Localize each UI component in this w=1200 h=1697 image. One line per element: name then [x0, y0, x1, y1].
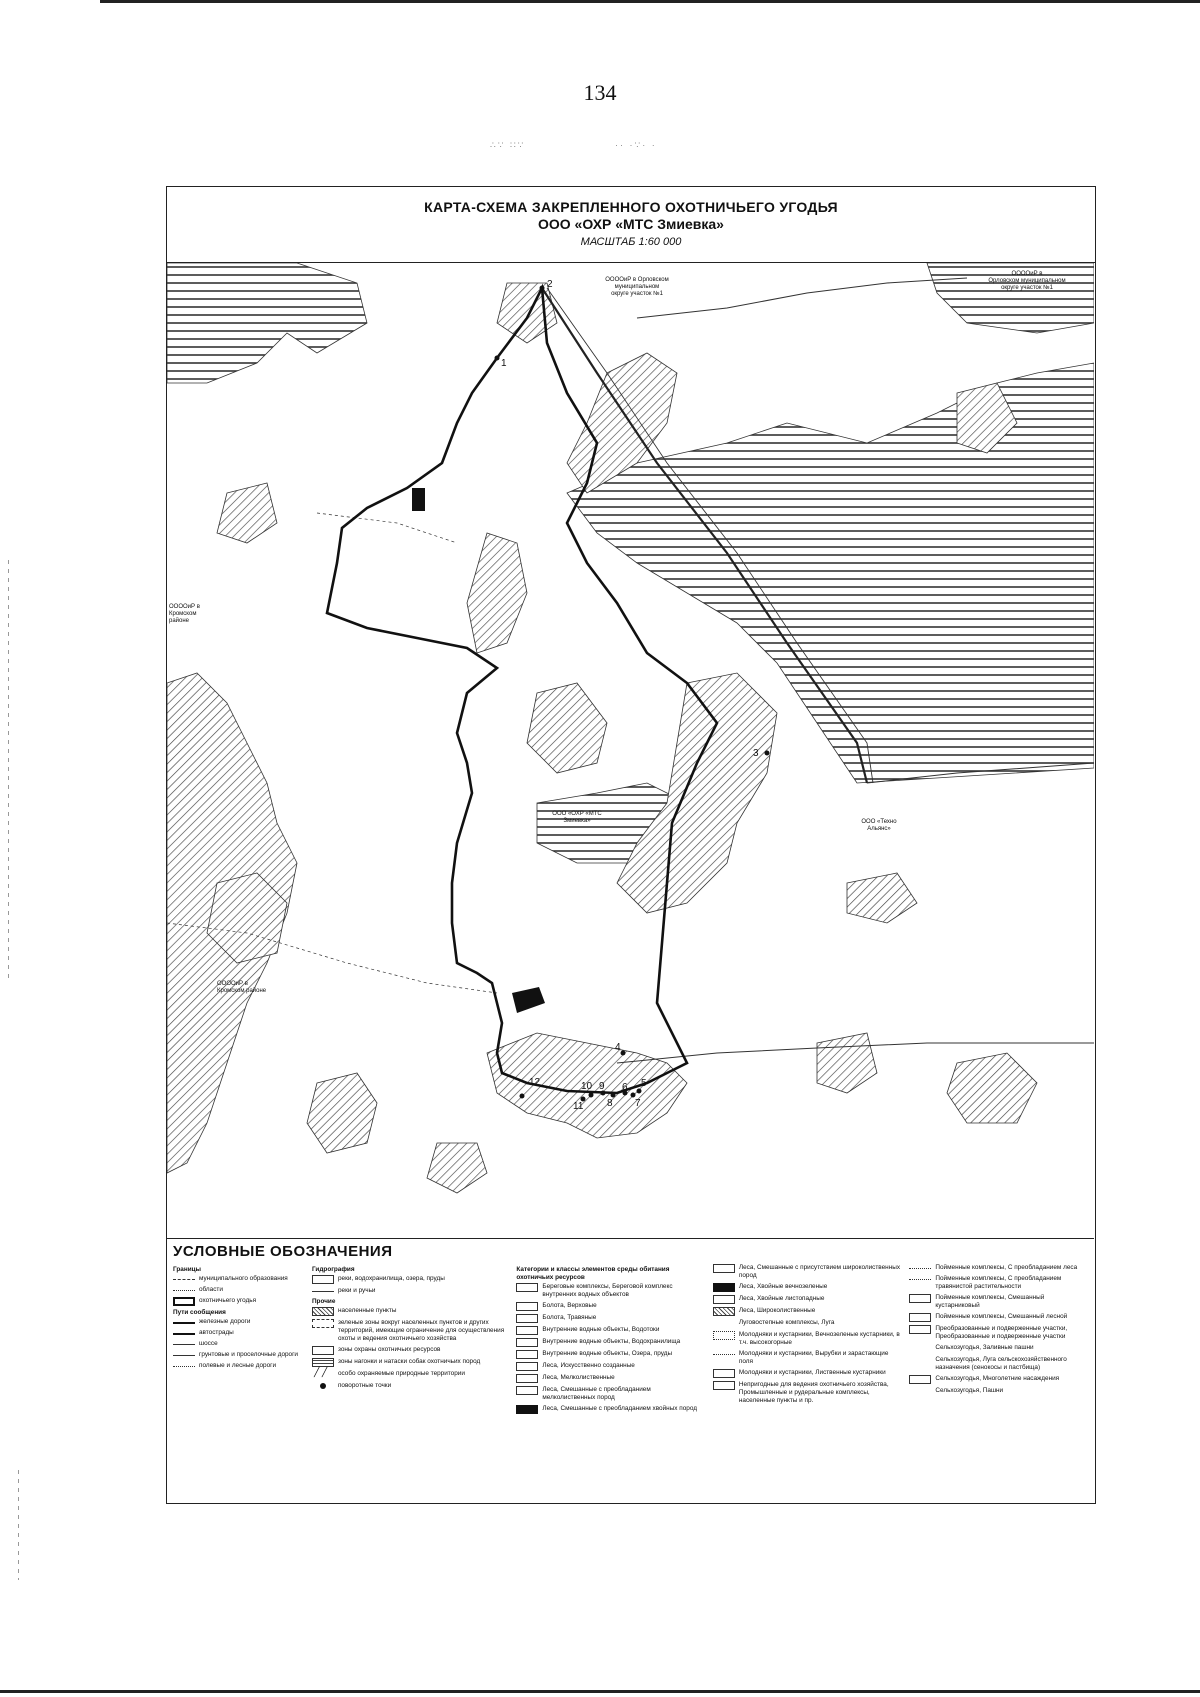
turning-point-marker — [540, 286, 545, 291]
turning-point-marker — [637, 1089, 642, 1094]
turning-point-12: 12 — [529, 1077, 541, 1088]
mixed-small-leaved-forest-icon — [516, 1386, 538, 1395]
forest-se-1 — [817, 1033, 877, 1093]
label-orel-district-1: муниципальном — [614, 284, 660, 290]
legend-item: Леса, Смешанные с преобладанием мелколиственных пород — [516, 1386, 705, 1402]
forest-north-small — [497, 283, 557, 343]
turning-point-8: 8 — [607, 1098, 613, 1109]
mixed-conifer-forest-icon — [516, 1405, 538, 1414]
green-zone-icon — [312, 1319, 334, 1328]
conifer-forest-north — [412, 488, 425, 511]
label-techno-alliance: Альянс» — [867, 826, 891, 832]
turning-point-11: 11 — [573, 1101, 584, 1112]
protected-area-icon — [312, 1370, 334, 1379]
label-center-owner: Змиевка» — [563, 818, 591, 824]
margin-scan-artifact — [18, 1470, 19, 1580]
label-krom-district-left: Кромском — [169, 611, 197, 617]
legend-item: Молодняки и кустарники, Вырубки и зарастающие поля — [713, 1350, 902, 1366]
legend-item: железные дороги — [173, 1318, 304, 1326]
legend-column-boundaries — [173, 1264, 304, 1417]
label-orel-district-1: округе участок №1 — [611, 291, 663, 297]
legend-item: Береговые комплексы, Береговой комплекс внутренних водных объектов — [516, 1283, 705, 1299]
map-scale: МАСШТАБ 1:60 000 — [580, 236, 682, 248]
map-frame — [166, 186, 1096, 1504]
legend-item: Пойменные комплексы, Смешанный лесной — [909, 1313, 1088, 1322]
label-orel-district-right: округе участок №1 — [1001, 285, 1053, 291]
floodplain-mixed-forest-icon — [909, 1313, 931, 1322]
forest-bottom-center — [427, 1143, 487, 1193]
legend-item: автострады — [173, 1329, 304, 1337]
legend-item: области — [173, 1286, 304, 1294]
legend-item: реки и ручьи — [312, 1287, 508, 1295]
turning-point-4: 4 — [615, 1042, 621, 1053]
protection-zone-icon — [312, 1346, 334, 1355]
transformed-area-icon — [909, 1325, 931, 1334]
legend-item: Болота, Травяные — [516, 1314, 705, 1323]
turning-point-marker — [611, 1093, 616, 1098]
dirt-road-icon — [173, 1355, 195, 1356]
label-center-owner: ООО «ОХР «МТС — [552, 811, 602, 817]
margin-scan-artifact — [8, 560, 9, 980]
coastal-complex-icon — [516, 1283, 538, 1292]
legend-item: зеленые зоны вокруг населенных пунктов и других территорий, имеющие ограничение для осуществления охоты и ведения охотничьего хозяйства — [312, 1319, 508, 1343]
map-area[interactable] — [167, 263, 1094, 1238]
turning-point-marker — [495, 356, 500, 361]
legend-heading: Категории и классы элементов среды обитания охотничьих ресурсов — [516, 1266, 670, 1281]
top-page-rule — [100, 0, 1200, 3]
legend-item: Внутренние водные объекты, Озера, пруды — [516, 1350, 705, 1359]
turning-point-marker — [621, 1051, 626, 1056]
legend-column-habitat-3 — [909, 1264, 1088, 1417]
legend-item: грунтовые и проселочные дороги — [173, 1351, 304, 1359]
legend-item: населенные пункты — [312, 1307, 508, 1316]
turning-point-marker — [765, 751, 770, 756]
turning-point-marker — [589, 1093, 594, 1098]
legend-item: Луговостепные комплексы, Луга — [713, 1319, 902, 1328]
legend-heading: Гидрография — [311, 1266, 355, 1273]
label-krom-district-bottom: ООООиР в — [217, 981, 248, 987]
unsuitable-land-icon — [713, 1381, 735, 1390]
railway-icon — [173, 1322, 195, 1324]
forest-sw-2 — [307, 1073, 377, 1153]
turning-point-7: 7 — [635, 1098, 641, 1109]
scan-smudge: ·· ·∵· · — [615, 140, 657, 150]
hatched-zone-northwest — [167, 263, 367, 383]
flooded-arable-icon — [909, 1344, 931, 1353]
highway-icon — [173, 1333, 195, 1335]
forest-center-mid — [467, 533, 527, 653]
turning-point-1: 1 — [501, 358, 507, 369]
legend-item: Сельхозугодья, Пашни — [909, 1387, 1088, 1396]
clearing-icon — [713, 1354, 735, 1355]
map-title: КАРТА-СХЕМА ЗАКРЕПЛЕННОГО ОХОТНИЧЬЕГО УГОДЬЯ — [424, 199, 838, 215]
legend-item: Сельхозугодья, Многолетние насаждения — [909, 1375, 1088, 1384]
scan-smudge: ∴∵ ∷∵ — [490, 140, 526, 150]
legend-item: Молодняки и кустарники, Вечнозеленые кустарники, в т.ч. высокогорные — [713, 1331, 902, 1347]
perennial-plantation-icon — [909, 1375, 931, 1384]
bottom-page-rule — [0, 1690, 1200, 1693]
dog-training-zone-icon — [312, 1358, 334, 1367]
legend-item: Пойменные комплексы, С преобладанием леса — [909, 1264, 1088, 1272]
label-orel-district-right: Орловском муниципальном — [988, 278, 1066, 284]
region-boundary-icon — [173, 1290, 195, 1291]
arable-land-icon — [909, 1387, 931, 1396]
conifer-forest-south — [512, 987, 545, 1013]
small-leaved-forest-icon — [516, 1374, 538, 1383]
hatched-zone-northeast — [927, 263, 1094, 333]
lake-icon — [516, 1350, 538, 1359]
legend-heading: Границы — [173, 1266, 202, 1273]
legend-item: Непригодные для ведения охотничьего хозяйства, Промышленные и рудеральные комплексы, населенные пункты и пр. — [713, 1381, 902, 1405]
field-road-icon — [173, 1366, 195, 1367]
legend-item: Леса, Искусственно созданные — [516, 1362, 705, 1371]
label-krom-district-bottom: Кромском районе — [217, 988, 267, 994]
legend-item: зоны охраны охотничьих ресурсов — [312, 1346, 508, 1355]
label-krom-district-left: ООООиР в — [169, 604, 200, 610]
legend-item: полевые и лесные дороги — [173, 1362, 304, 1370]
turning-point-marker — [520, 1094, 525, 1099]
turning-point-5: 5 — [641, 1078, 647, 1089]
legend-item: Леса, Хвойные листопадные — [713, 1295, 902, 1304]
legend-item: Внутренние водные объекты, Водохранилища — [516, 1338, 705, 1347]
road-6 — [317, 513, 457, 543]
legend-item: Леса, Смешанные с преобладанием хвойных пород — [516, 1405, 705, 1414]
turning-point-marker — [631, 1093, 636, 1098]
turning-point-9: 9 — [599, 1081, 605, 1092]
label-orel-district-1: ООООиР в Орловском — [605, 277, 669, 283]
turning-point-3: 3 — [753, 748, 759, 759]
forest-nw-small — [217, 483, 277, 543]
deciduous-shrub-icon — [713, 1369, 735, 1378]
legend-title: УСЛОВНЫЕ ОБОЗНАЧЕНИЯ — [173, 1243, 393, 1260]
label-orel-district-right: ООООиР в — [1011, 271, 1043, 277]
legend-item: Молодняки и кустарники, Лиственные кустарники — [713, 1369, 902, 1378]
legend-heading: Прочие — [311, 1298, 336, 1305]
hunting-ground-boundary-icon — [173, 1297, 195, 1306]
turning-point-6: 6 — [622, 1082, 628, 1093]
legend-item: Пойменные комплексы, С преобладанием травянистой растительности — [909, 1275, 1088, 1291]
legend-item: Внутренние водные объекты, Водотоки — [516, 1326, 705, 1335]
map-subtitle: ООО «ОХР «МТС Змиевка» — [538, 216, 724, 232]
legend-item: Преобразованные и подверженные участки, Преобразованные и подверженные участки — [909, 1325, 1088, 1341]
upland-bog-icon — [516, 1302, 538, 1311]
legend-item: Болота, Верховые — [516, 1302, 705, 1311]
label-techno-alliance: ООО «Техно — [861, 819, 897, 825]
stream-icon — [312, 1291, 334, 1292]
label-krom-district-left: районе — [169, 618, 190, 624]
settlement-icon — [312, 1307, 334, 1316]
legend-item: поворотные точки — [312, 1382, 508, 1391]
legend-column-hydrography — [312, 1264, 508, 1417]
hayfield-icon — [909, 1356, 931, 1365]
turning-point-icon — [312, 1382, 334, 1391]
turning-point-10: 10 — [581, 1081, 593, 1092]
legend-item: охотничьего угодья — [173, 1297, 304, 1306]
floodplain-grass-icon — [909, 1279, 931, 1280]
legend-item: зоны нагонки и натаски собак охотничьих пород — [312, 1358, 508, 1367]
floodplain-shrub-icon — [909, 1294, 931, 1303]
map-canvas — [167, 263, 1094, 1238]
forest-se-2 — [947, 1053, 1037, 1123]
legend-item: Леса, Широколиственные — [713, 1307, 902, 1316]
legend-item: Сельхозугодья, Заливные пашни — [909, 1344, 1088, 1353]
legend-item: шоссе — [173, 1340, 304, 1348]
legend-item: Леса, Мелколиственные — [516, 1374, 705, 1383]
legend-item: Леса, Смешанные с присутствием широколиственных пород — [713, 1264, 902, 1280]
artificial-forest-icon — [516, 1362, 538, 1371]
deciduous-conifer-forest-icon — [713, 1295, 735, 1304]
legend-item: Пойменные комплексы, Смешанный кустарниковый — [909, 1294, 1088, 1310]
evergreen-conifer-forest-icon — [713, 1283, 735, 1292]
forest-east-small — [847, 873, 917, 923]
forest-central-2 — [527, 683, 607, 773]
broadleaf-forest-icon — [713, 1307, 735, 1316]
mixed-broadleaf-forest-icon — [713, 1264, 735, 1273]
evergreen-shrub-icon — [713, 1331, 735, 1340]
legend-item: реки, водохранилища, озера, пруды — [312, 1275, 508, 1284]
legend-item: Леса, Хвойные вечнозеленые — [713, 1283, 902, 1292]
road-2 — [637, 278, 967, 318]
legend — [167, 1238, 1094, 1502]
legend-item: ╱ ╱ особо охраняемые природные территории — [312, 1370, 508, 1379]
grass-bog-icon — [516, 1314, 538, 1323]
water-body-icon — [312, 1275, 334, 1284]
road-icon — [173, 1344, 195, 1345]
legend-heading: Пути сообщения — [173, 1309, 226, 1316]
page-number: 134 — [583, 80, 617, 105]
legend-item: муниципального образования — [173, 1275, 304, 1283]
reservoir-icon — [516, 1338, 538, 1347]
turning-point-2: 2 — [547, 279, 553, 290]
legend-item: Сельхозугодья, Луга сельскохозяйственного назначения (сенокосы и пастбища) — [909, 1356, 1088, 1372]
watercourse-icon — [516, 1326, 538, 1335]
floodplain-forest-icon — [909, 1268, 931, 1269]
legend-column-habitat-1 — [516, 1264, 705, 1417]
municipal-boundary-icon — [173, 1279, 195, 1280]
map-header — [167, 187, 1095, 263]
meadow-icon — [713, 1319, 735, 1328]
legend-column-habitat-2 — [713, 1264, 902, 1417]
